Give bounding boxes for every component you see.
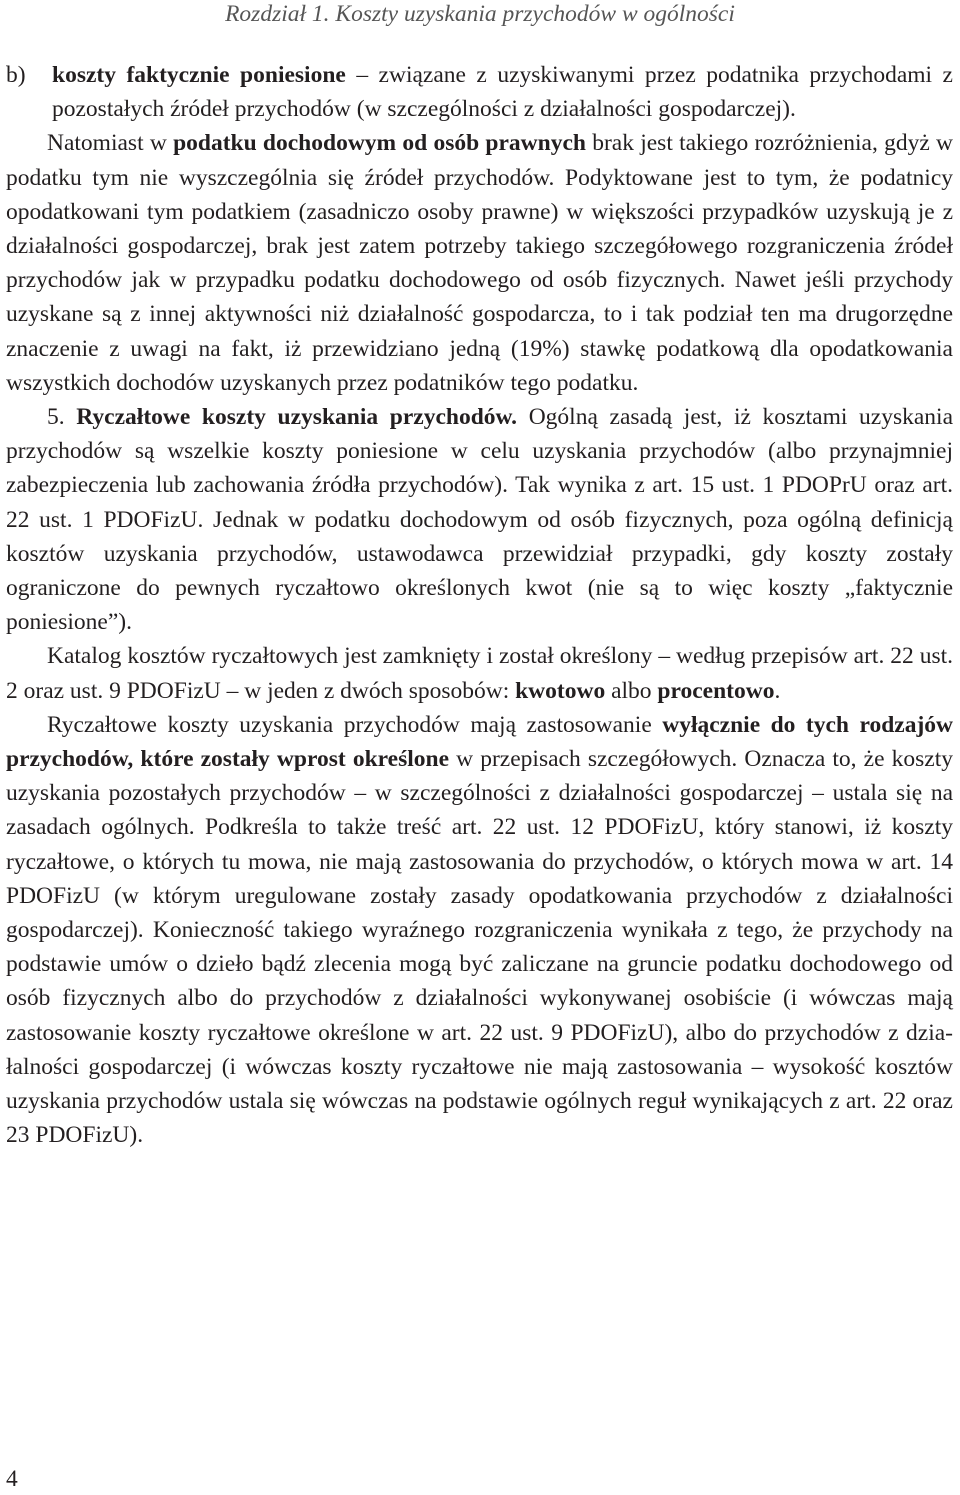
bold-term: kwotowo: [515, 677, 606, 704]
text-run: brak jest takiego rozróżnienia, gdyż w podatku tym nie wyszczególnia się źródeł przychodów. Podyktowane jest to tym, że podatnicy opodatkowani tym podatkiem (zasadniczo osoby prawne) w większości przypadków uzyskują je z działalności gospodarczej, brak jest zatem potrzeby takiego szczegółowego rozgraniczenia źródeł przychodów jak w przypadku podatku dochodowego od osób fizycznych. Nawet jeśli przychody uzyskane są z innej aktywności niż działalność gospodarcza, to i tak podział ten ma drugorzędne znaczenie z uwagi na fakt, iż przewidziano jedną (19%) stawkę podatkową dla opodatkowania wszystkich dochodów uzyskanych przez podatników tego podatku.: [6, 130, 953, 396]
text-run: albo: [605, 677, 658, 704]
paragraph-katalog: [6, 639, 953, 707]
list-item-b: [6, 58, 953, 126]
paragraph-ryczaltowe: [6, 708, 953, 1153]
paragraph-cit: [6, 126, 953, 400]
text-run: .: [774, 677, 781, 704]
section-5-paragraph: [6, 400, 953, 639]
bold-term: wyłącznie do tych rodzajów przychodów, które zostały wprost określone: [6, 711, 953, 773]
list-marker: b): [6, 62, 26, 88]
bold-term: koszty faktycznie poniesione: [52, 62, 346, 88]
page-body: [6, 58, 953, 1153]
text-run: Natomiast w: [47, 130, 174, 157]
text-run: Ryczałtowe koszty uzyskania przychodów mają zastosowanie: [47, 711, 663, 738]
section-heading: Ryczałtowe koszty uzyskania przychodów.: [76, 404, 518, 431]
text-run: Ogólną zasadą jest, iż kosztami uzyskania przychodów są wszelkie koszty poniesione w celu uzyskania przychodów (albo przynajmniej zabezpieczenia lub zachowania źródła przychodów). Tak wynika z art. 15 ust. 1 PDOPrU oraz art. 22 ust. 1 PDOFizU. Jednak w podatku dochodowym od osób fizycznych, poza ogólną definicją kosztów uzyskania przychodów, ustawodawca przewidział przypadki, gdy koszty zostały ograniczone do pewnych ryczałtowo określonych kwot (nie są to więc koszty „faktycznie poniesione”).: [6, 404, 953, 636]
page-number: 4: [6, 1466, 18, 1492]
list-item-text: – związane z uzyskiwanymi przez podatnika przychodami z pozostałych źródeł przychodów (w szczególności z działalności gospodarczej).: [52, 62, 953, 123]
running-header: Rozdział 1. Koszty uzyskania przychodów w ogólności: [225, 1, 735, 27]
bold-term: procentowo: [657, 677, 775, 704]
text-run: w przepisach szczegółowych. Oznacza to, że koszty uzyskania pozostałych przychodów – w szczególności z działalności gospodarczej – ustala się na zasadach ogólnych. Podkreśla to także treść art. 22 ust. 12 PDOFizU, który stanowi, iż koszty ryczałtowe, o których tu mowa, nie mają zastosowania do przychodów, o których mowa w art. 14 PDOFizU (w którym uregulowane zostały zasady opodatkowania przychodów z działalności gospodarczej). Konieczność takiego wyraźnego rozgraniczenia wynikała z tego, że przychody na podstawie umów o dzieło bądź zlecenia mogą być zaliczane na gruncie podatku dochodowego od osób fizycznych albo do przychodów z działalności wykonywanej osobiście (i wówczas mają zastosowanie koszty ryczałtowe określone w art. 22 ust. 9 PDOFizU), albo do przychodów z działalności gospodarczej (i wówczas koszty ryczałtowe nie mają zastosowania – wysokość kosztów uzyskania przychodów ustala się wówczas na podstawie ogólnych reguł wynikających z art. 22 oraz 23 PDOFizU).: [6, 746, 953, 1149]
bold-term: podatku dochodowym od osób prawnych: [173, 130, 586, 157]
section-number: 5.: [47, 404, 77, 431]
text-run: Katalog kosztów ryczałtowych jest zamknięty i został określony – według przepisów art. 22 ust. 2 oraz ust. 9 PDOFizU – w jeden z dwóch sposobów:: [6, 643, 953, 704]
